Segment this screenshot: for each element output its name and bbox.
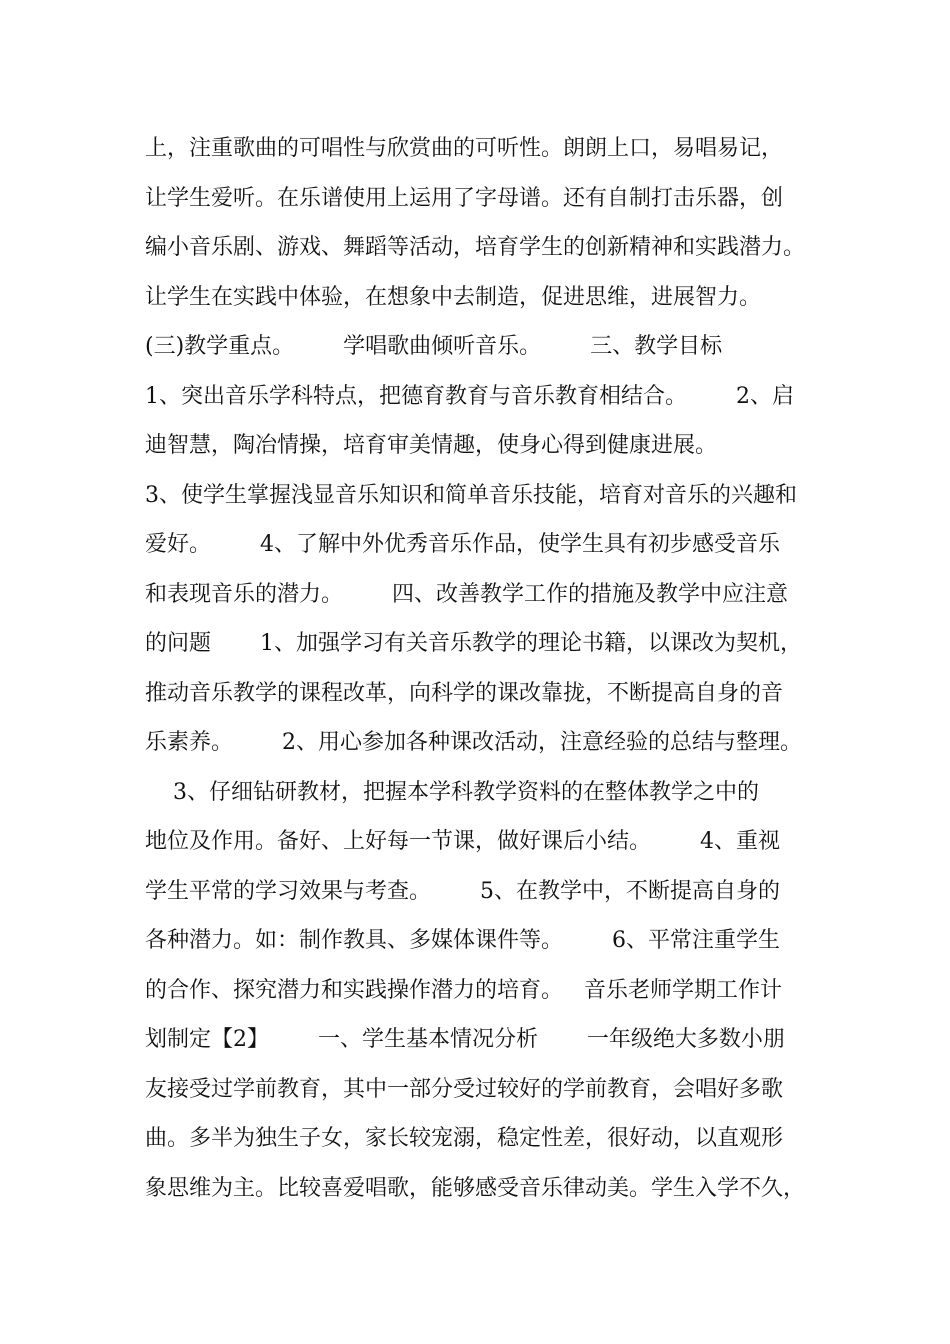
text-line: 乐素养。 2、用心参加各种课改活动，注意经验的总结与整理。 (145, 730, 802, 755)
text-line: 爱好。 4、了解中外优秀音乐作品，使学生具有初步感受音乐 (145, 532, 780, 557)
text-line: 让学生在实践中体验，在想象中去制造，促进思维，进展智力。 (145, 284, 762, 310)
text-line: 地位及作用。备好、上好每一节课，做好课后小结。 4、重视 (145, 829, 780, 854)
text-line: 3、仔细钻研教材，把握本学科教学资料的在整体教学之中的 (145, 779, 759, 805)
text-line: 让学生爱听。在乐谱使用上运用了字母谱。还有自制打击乐器，创 (145, 185, 784, 211)
text-line: (三)教学重点。 学唱歌曲倾听音乐。 三、教学目标 (145, 334, 723, 359)
text-line: 友接受过学前教育，其中一部分受过较好的学前教育，会唱好多歌 (145, 1076, 784, 1102)
text-line: 曲。多半为独生子女，家长较宠溺，稳定性差，很好动，以直观形 (145, 1126, 784, 1151)
text-line: 划制定【2】 一、学生基本情况分析 一年级绝大多数小朋 (145, 1027, 785, 1052)
text-line: 象思维为主。比较喜爱唱歌，能够感受音乐律动美。学生入学不久， (145, 1175, 806, 1201)
text-line: 迪智慧，陶冶情操，培育审美情趣，使身心得到健康进展。 (145, 433, 718, 458)
text-line: 3、使学生掌握浅显音乐知识和简单音乐技能，培育对音乐的兴趣和 (145, 482, 797, 508)
text-line: 学生平常的学习效果与考查。 5、在教学中，不断提高自身的 (145, 878, 780, 904)
text-line: 和表现音乐的潜力。 四、改善教学工作的措施及教学中应注意 (145, 581, 788, 607)
text-line: 的问题 1、加强学习有关音乐教学的理论书籍，以课改为契机， (145, 631, 802, 656)
text-line: 的合作、探究潜力和实践操作潜力的培育。 音乐老师学期工作计 (145, 977, 782, 1003)
text-line: 各种潜力。如：制作教具、多媒体课件等。 6、平常注重学生 (145, 928, 780, 953)
text-line: 上，注重歌曲的可唱性与欣赏曲的可听性。朗朗上口，易唱易记， (145, 136, 784, 161)
text-line: 1、突出音乐学科特点，把德育教育与音乐教育相结合。 2、启 (145, 383, 794, 409)
body-text (145, 124, 825, 1213)
text-line: 推动音乐教学的课程改革，向科学的课改靠拢，不断提高自身的音 (145, 680, 784, 706)
text-line: 编小音乐剧、游戏、舞蹈等活动，培育学生的创新精神和实践潜力。 (145, 235, 806, 260)
